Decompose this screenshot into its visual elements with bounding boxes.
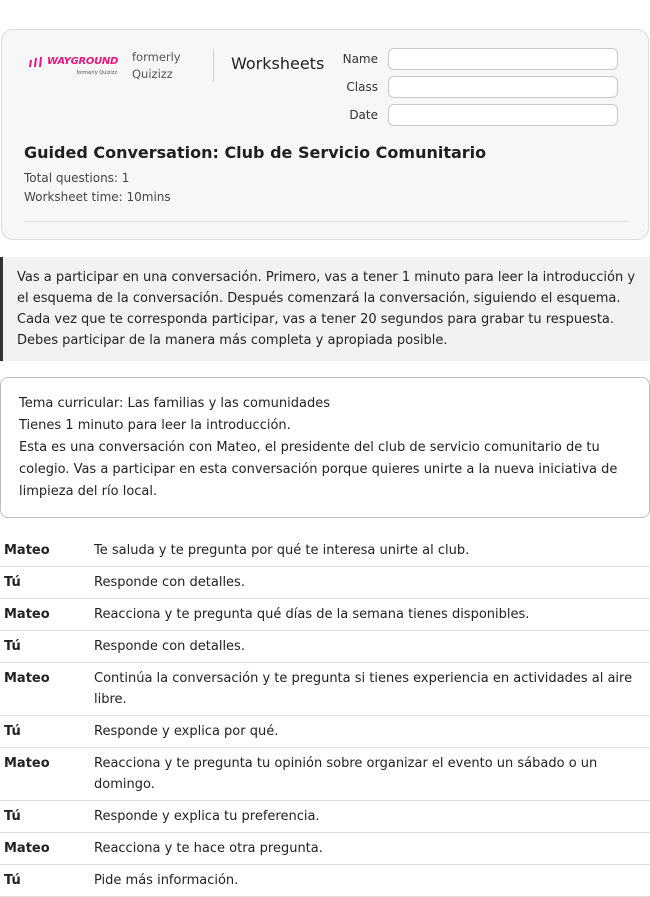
logo-wordmark: WAYGROUND [47, 56, 119, 67]
date-label: Date [349, 108, 378, 122]
table-row [0, 801, 650, 833]
logo-subtext: formerly Quizizz [76, 70, 117, 76]
prompt-cell: Responde y explica tu preferencia. [94, 809, 320, 824]
header-divider [213, 50, 214, 82]
reading-time-note: Tienes 1 minuto para leer la introducción. [19, 418, 291, 433]
context-card [0, 377, 650, 518]
prompt-cell: Te saluda y te pregunta por qué te interesa unirte al club. [94, 543, 470, 558]
speaker-cell: Mateo [4, 607, 50, 622]
header-divider-line [24, 221, 628, 222]
worksheet-header-card [1, 29, 649, 240]
table-row [0, 748, 650, 801]
prompt-cell: Reacciona y te pregunta tu opinión sobre organizar el evento un sábado o un domingo. [94, 756, 598, 792]
speaker-cell: Mateo [4, 756, 50, 771]
curricular-theme: Tema curricular: Las familias y las comunidades [19, 396, 330, 411]
table-row [0, 567, 650, 599]
speaker-cell: Mateo [4, 841, 50, 856]
prompt-cell: Reacciona y te hace otra pregunta. [94, 841, 323, 856]
prompt-cell: Reacciona y te pregunta qué días de la semana tienes disponibles. [94, 607, 530, 622]
formerly-quizizz-text: formerly Quizizz [132, 50, 181, 81]
worksheets-title: Worksheets [231, 54, 325, 73]
prompt-cell: Pide más información. [94, 873, 239, 888]
class-label: Class [346, 80, 378, 94]
table-row [0, 663, 650, 716]
speaker-cell: Mateo [4, 671, 50, 686]
speaker-cell: Tú [4, 873, 21, 888]
name-field-row [332, 48, 618, 70]
worksheet-title: Guided Conversation: Club de Servicio Comunitario [24, 143, 487, 162]
date-field-row [332, 104, 618, 126]
table-row [0, 716, 650, 748]
table-row [0, 599, 650, 631]
wayground-logo [29, 55, 121, 85]
conversation-outline-table [0, 535, 650, 897]
class-field-row [332, 76, 618, 98]
prompt-cell: Continúa la conversación y te pregunta si tienes experiencia en actividades al aire libre. [94, 671, 633, 707]
table-row [0, 865, 650, 897]
speaker-cell: Mateo [4, 543, 50, 558]
prompt-cell: Responde con detalles. [94, 639, 245, 654]
wayground-logo-icon [29, 57, 45, 68]
speaker-cell: Tú [4, 639, 21, 654]
class-input[interactable] [388, 76, 618, 98]
name-label: Name [342, 52, 378, 66]
instructions-block: Vas a participar en una conversación. Primero, vas a tener 1 minuto para leer la introducción y el esquema de la conversación. Después comenzará la conversación, siguiendo el esquema. Cada vez que te corresponda participar, vas a tener 20 segundos para grabar tu respuesta. Debes participar de la manera más completa y apropiada posible. [0, 257, 650, 361]
speaker-cell: Tú [4, 575, 21, 590]
total-questions: Total questions: 1 [24, 171, 130, 185]
table-row [0, 535, 650, 567]
speaker-cell: Tú [4, 809, 21, 824]
date-input[interactable] [388, 104, 618, 126]
speaker-cell: Tú [4, 724, 21, 739]
worksheet-time: Worksheet time: 10mins [24, 190, 171, 204]
table-row [0, 631, 650, 663]
prompt-cell: Responde y explica por qué. [94, 724, 279, 739]
conversation-description: Esta es una conversación con Mateo, el presidente del club de servicio comunitario de tu colegio. Vas a participar en esta conversación porque quieres unirte a la nueva iniciativa de limpieza del río local. [19, 440, 618, 499]
table-row [0, 833, 650, 865]
prompt-cell: Responde con detalles. [94, 575, 245, 590]
name-input[interactable] [388, 48, 618, 70]
